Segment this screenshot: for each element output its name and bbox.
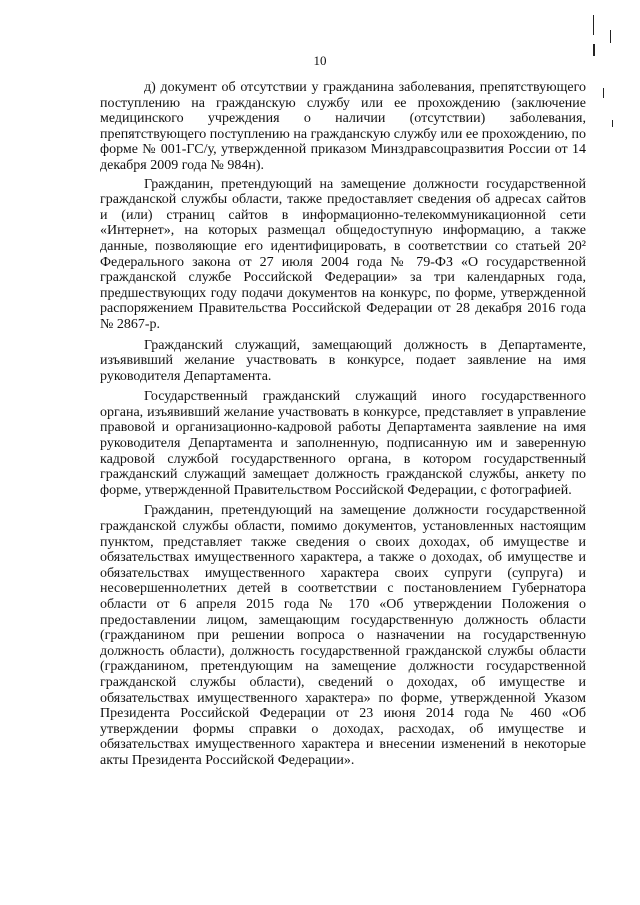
scan-artifact-mark <box>610 30 611 43</box>
scan-artifact-mark <box>593 15 594 35</box>
paragraph-income-declaration: Гражданин, претендующий на замещение должности государственной гражданской службы области, помимо документов, установленных настоящим пунктом, представляет также сведения о своих доходах, об имуществе и обязательствах имущественного характера, а также о доходах, об имуществе и обязательствах имущественного характера своих супруги (супруга) и несовершеннолетних детей в соответствии с постановлением Губернатора области от 6 апреля 2015 года № 170 «Об утверждении Положения о предоставлении лицом, замещающим государственную должность области (гражданином при решении вопроса о назначении на государственную должность области), должность государственной гражданской службы области (гражданином, претендующим на замещение должности государственной гражданской службы области), сведений о доходах, об имуществе и обязательствах имущественного характера» по форме, утвержденной Указом Президента Российской Федерации от 23 июня 2014 года № 460 «Об утверждении формы справки о доходах, расходах, об имуществе и обязательствах имущественного характера и внесении изменений в некоторые акты Президента Российской Федерации». <box>100 503 586 768</box>
scan-artifact-mark <box>612 120 613 127</box>
paragraph-department-employee: Гражданский служащий, замещающий должность в Департаменте, изъявивший желание участвовать в конкурсе, подает заявление на имя руководителя Департамента. <box>100 337 586 384</box>
paragraph-other-agency-employee: Государственный гражданский служащий иного государственного органа, изъявивший желание участвовать в конкурсе, представляет в управление правовой и организационно-кадровой работы Департамента заявление на имя руководителя Департамента и заполненную, подписанную им и заверенную кадровой службой государственного органа, в котором государственный гражданский служащий замещает должность гражданской службы, анкету по форме, утвержденной Правительством Российской Федерации, с фотографией. <box>100 389 586 498</box>
document-body <box>100 80 586 772</box>
scan-artifact-mark <box>603 88 604 98</box>
page-number: 10 <box>313 53 327 68</box>
paragraph-internet-sites: Гражданин, претендующий на замещение должности государственной гражданской службы области, также предоставляет сведения об адресах сайтов и (или) страниц сайтов в информационно-телекоммуникационной сети «Интернет», на которых размещал общедоступную информацию, а также данные, позволяющие его идентифицировать, в соответствии со статьей 20² Федерального закона от 27 июля 2004 года № 79-ФЗ «О государственной гражданской службе Российской Федерации» за три календарных года, предшествующих году подачи документов на конкурс, по форме, утвержденной распоряжением Правительства Российской Федерации от 28 декабря 2016 года № 2867-р. <box>100 176 586 332</box>
paragraph-medical-document: д) документ об отсутствии у гражданина заболевания, препятствующего поступлению на гражданскую службу или ее прохождению (заключение медицинского учреждения о наличии (отсутствии) заболевания, препятствующего поступлению на гражданскую службу или ее прохождению, по форме № 001-ГС/у, утвержденной приказом Минздравсоцразвития России от 14 декабря 2009 года № 984н). <box>100 80 587 173</box>
